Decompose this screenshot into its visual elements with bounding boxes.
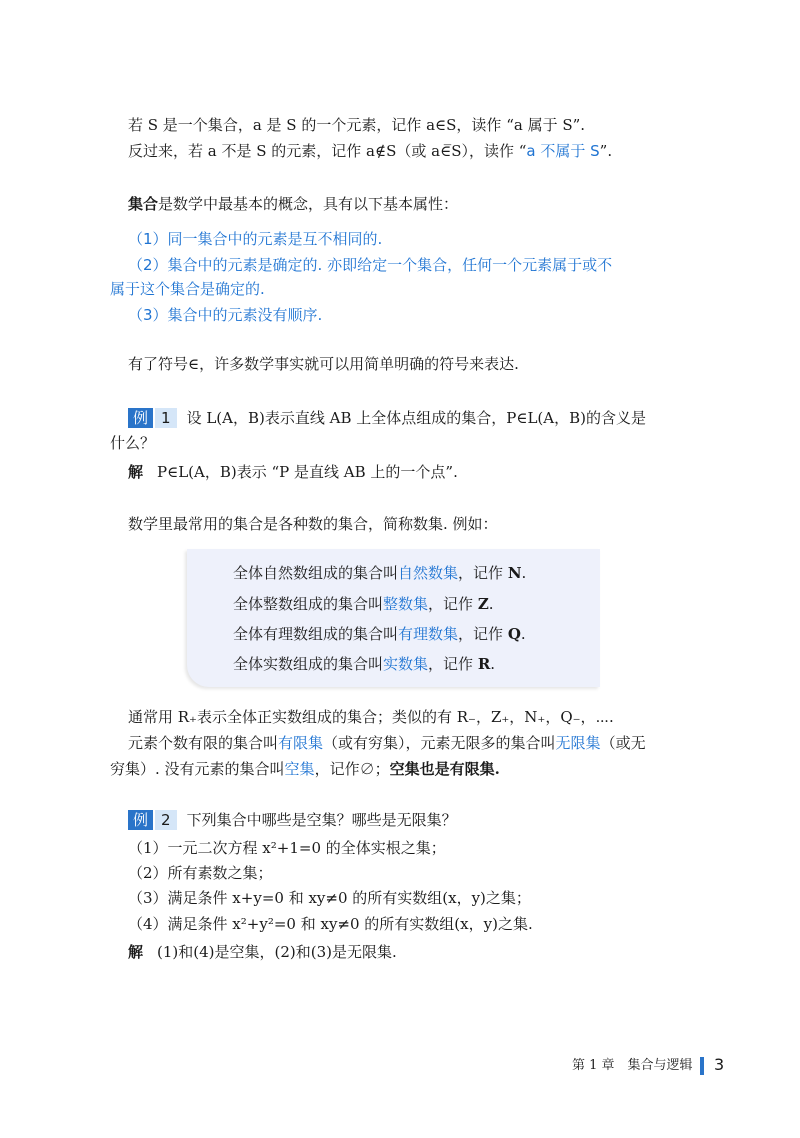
example-1-tag: 例 <box>128 408 153 428</box>
property-2-line-1: （2）集合中的元素是确定的. 亦即给定一个集合，任何一个元素属于或不 <box>128 256 613 274</box>
reals-term: 实数集 <box>383 655 429 673</box>
symbol-N: N <box>507 564 522 582</box>
notation-line-1: 通常用 R₊表示全体正实数组成的集合；类似的有 R₋，Z₊，N₊，Q₋，⋯. <box>128 708 614 726</box>
empty-set-finite-note: 空集也是有限集. <box>389 760 500 778</box>
symbol-note: 有了符号∈，许多数学事实就可以用简单明确的符号来表达. <box>128 355 519 373</box>
symbol-R: R <box>477 655 491 673</box>
numset-rational-end: . <box>520 625 526 643</box>
natural-numbers-term: 自然数集 <box>398 564 459 582</box>
example-1-number: 1 <box>155 408 177 428</box>
example-1-solution <box>128 461 458 483</box>
intro-line-2 <box>128 140 612 162</box>
numset-natural-end: . <box>521 564 527 582</box>
numset-integer-mid: ，记作 <box>428 595 478 613</box>
numset-natural <box>233 562 526 584</box>
example-2-item: （1）一元二次方程 x²+1=0 的全体实根之集； <box>128 839 446 857</box>
example-2-solution-label: 解 <box>128 943 144 961</box>
example-2-question-text: 下列集合中哪些是空集？哪些是无限集？ <box>186 811 457 829</box>
notation-line-3 <box>110 758 500 780</box>
intro-line-2-text: 反过来，若 a 不是 S 的元素，记作 a∉S（或 a∈̅S），读作 “ <box>128 142 527 160</box>
numset-real-text: 全体实数组成的集合叫 <box>233 655 384 673</box>
example-2-solution-text: (1)和(4)是空集，(2)和(3)是无限集. <box>157 943 397 961</box>
example-1-question-line-2: 什么？ <box>110 434 156 452</box>
numset-real-mid: ，记作 <box>428 655 478 673</box>
integers-term: 整数集 <box>383 595 429 613</box>
numset-natural-mid: ，记作 <box>458 564 508 582</box>
not-belong-term: a 不属于 S <box>526 142 600 160</box>
example-2-question <box>128 809 457 831</box>
notation-line-2 <box>128 732 646 754</box>
notation-line-3-c: ，记作∅； <box>314 760 390 778</box>
numset-rational-text: 全体有理数组成的集合叫 <box>233 625 399 643</box>
property-3: （3）集合中的元素没有顺序. <box>128 306 323 324</box>
example-2-number: 2 <box>155 810 177 830</box>
example-1-question-line-1 <box>128 407 646 429</box>
finite-set-term: 有限集 <box>278 734 324 752</box>
numset-rational-mid: ，记作 <box>458 625 508 643</box>
empty-set-term: 空集 <box>284 760 315 778</box>
footer-divider <box>700 1057 704 1075</box>
example-2-tag: 例 <box>128 810 153 830</box>
example-1-solution-text: P∈L(A，B)表示 “P 是直线 AB 上的一个点”. <box>157 463 458 481</box>
chapter-footer: 第 1 章 集合与逻辑 <box>572 1058 693 1073</box>
rationals-term: 有理数集 <box>398 625 459 643</box>
numset-real <box>233 653 495 675</box>
numsets-intro: 数学里最常用的集合是各种数的集合，简称数集. 例如： <box>128 515 498 533</box>
numset-integer <box>233 593 494 615</box>
numset-integer-end: . <box>488 595 494 613</box>
set-term: 集合 <box>128 195 159 213</box>
numset-natural-text: 全体自然数组成的集合叫 <box>233 564 399 582</box>
example-1-question: 设 L(A，B)表示直线 AB 上全体点组成的集合，P∈L(A，B)的含义是 <box>186 409 646 427</box>
example-2-item: （2）所有素数之集； <box>128 864 273 882</box>
notation-line-2-e: （或无 <box>600 734 646 752</box>
example-2-item: （3）满足条件 x+y=0 和 xy≠0 的所有实数组(x，y)之集； <box>128 889 531 907</box>
intro-line-1: 若 S 是一个集合，a 是 S 的一个元素，记作 a∈S，读作 “a 属于 S”. <box>128 116 586 134</box>
notation-line-2-a: 元素个数有限的集合叫 <box>128 734 279 752</box>
intro-line-2-end: ”. <box>599 142 613 160</box>
notation-line-3-a: 穷集）. 没有元素的集合叫 <box>110 760 285 778</box>
props-heading <box>128 193 458 215</box>
example-2-solution <box>128 941 397 963</box>
numset-rational <box>233 623 526 645</box>
property-1: （1）同一集合中的元素是互不相同的. <box>128 230 383 248</box>
numset-integer-text: 全体整数组成的集合叫 <box>233 595 384 613</box>
page-number: 3 <box>714 1055 725 1074</box>
symbol-Z: Z <box>477 595 489 613</box>
infinite-set-term: 无限集 <box>555 734 601 752</box>
symbol-Q: Q <box>507 625 521 643</box>
notation-line-2-c: （或有穷集），元素无限多的集合叫 <box>323 734 556 752</box>
example-1-solution-label: 解 <box>128 463 144 481</box>
props-heading-rest: 是数学中最基本的概念，具有以下基本属性： <box>158 195 459 213</box>
numset-real-end: . <box>490 655 496 673</box>
example-2-item: （4）满足条件 x²+y²=0 和 xy≠0 的所有实数组(x，y)之集. <box>128 915 533 933</box>
property-2-line-2: 属于这个集合是确定的. <box>110 280 265 298</box>
